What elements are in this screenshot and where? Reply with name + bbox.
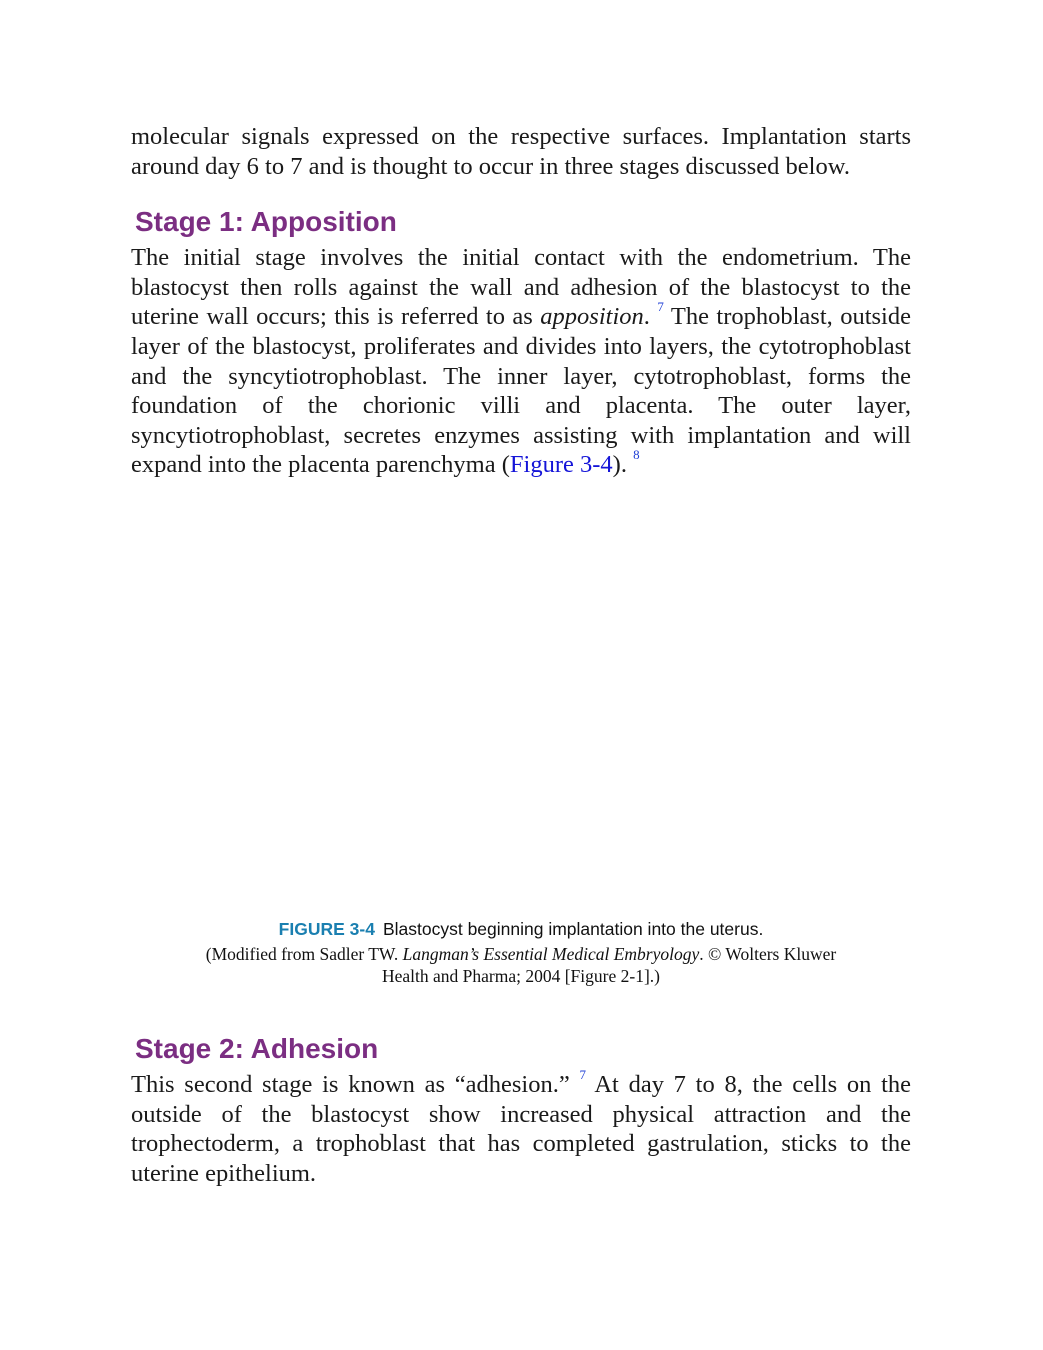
figure-credit-b: . © Wolters Kluwer Health and Pharma; 2004 [Figure 2-1].) bbox=[382, 943, 837, 986]
intro-text: molecular signals expressed on the respective surfaces. Implantation starts around day 6 to 7 and is thought to occur in three stages discussed below. bbox=[131, 123, 911, 180]
figure-image-area bbox=[131, 480, 911, 918]
stage1-text-d: ). bbox=[612, 451, 627, 479]
figure-credit-a: (Modified from Sadler TW. bbox=[205, 943, 403, 964]
stage1-text-c: The trophoblast, outside layer of the blastocyst, proliferates and divides into layers, the cytotrophoblast and the syncytiotrophoblast. The inner layer, cytotrophoblast, forms the foundation of the chorionic villi and placenta. The outer layer, syncytiotrophoblast, secretes enzymes assisting with implantation and will expand into the placenta parenchyma ( bbox=[131, 303, 911, 479]
reference-8-superscript[interactable]: 8 bbox=[633, 447, 640, 463]
figure-3-4-link[interactable]: Figure 3-4 bbox=[509, 451, 613, 479]
figure-credit bbox=[201, 943, 841, 987]
stage2-text-b: At day 7 to 8, the cells on the outside of the blastocyst show increased physical attraction and the trophectoderm, a trophoblast that has completed gastrulation, sticks to the uterine epithelium. bbox=[131, 1070, 912, 1187]
reference-7-superscript[interactable]: 7 bbox=[657, 299, 664, 315]
figure-caption-line bbox=[131, 918, 911, 940]
intro-paragraph bbox=[131, 122, 911, 181]
stage2-text-a: This second stage is known as “adhesion.” bbox=[131, 1070, 570, 1098]
page-content bbox=[131, 122, 911, 1188]
stage1-text-b: . bbox=[643, 303, 650, 331]
stage1-text-a: The initial stage involves the initial contact with the endometrium. The blastocyst then rolls against the wall and adhesion of the blastocyst to the uterine wall occurs; this is referred to as bbox=[131, 244, 911, 331]
figure-caption-text: Blastocyst beginning implantation into the uterus. bbox=[382, 918, 764, 939]
figure-credit-book: Langman’s Essential Medical Embryology bbox=[402, 943, 700, 964]
reference-7-superscript-stage2[interactable]: 7 bbox=[579, 1066, 586, 1082]
stage1-heading: Stage 1: Apposition bbox=[135, 206, 397, 238]
stage1-paragraph bbox=[131, 243, 911, 480]
stage2-heading: Stage 2: Adhesion bbox=[135, 1032, 379, 1064]
stage2-paragraph bbox=[131, 1066, 912, 1188]
apposition-term: apposition bbox=[540, 303, 644, 331]
figure-label: FIGURE 3-4 bbox=[278, 918, 375, 939]
figure-caption bbox=[131, 918, 911, 987]
